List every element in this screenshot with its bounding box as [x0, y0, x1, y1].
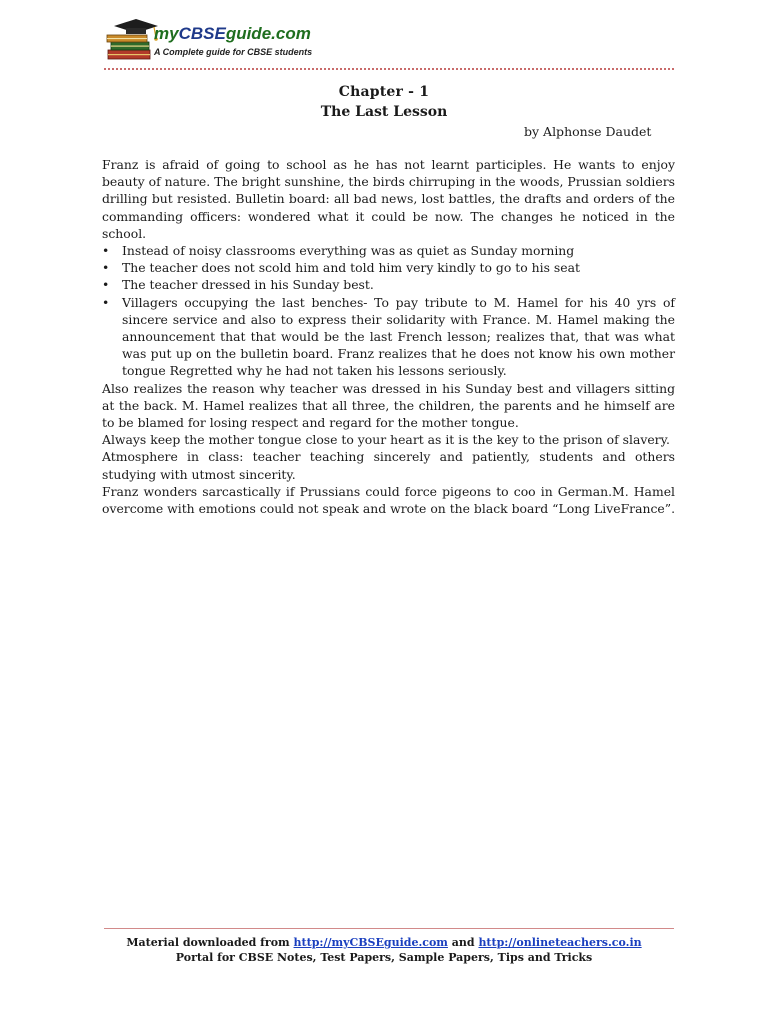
- footer-and: and: [447, 936, 479, 949]
- body-paragraph: Franz wonders sarcastically if Prussians could force pigeons to coo in German.M. Hamel overcome with emotions could not speak and wrote on the black board “Long LiveFrance”.: [102, 483, 676, 517]
- header-divider: [104, 68, 674, 70]
- footer-line-2: Portal for CBSE Notes, Test Papers, Sample Papers, Tips and Tricks: [175, 951, 593, 964]
- mycbseguide-link[interactable]: http://myCBSEguide.com: [293, 936, 448, 949]
- logo-name-cbse: CBSE: [178, 24, 226, 43]
- onlineteachers-link[interactable]: http://onlineteachers.co.in: [478, 936, 642, 949]
- list-item-text: The teacher dressed in his Sunday best.: [122, 277, 374, 293]
- list-item: [102, 259, 675, 276]
- logo-name: [154, 24, 311, 44]
- document-body: [102, 156, 675, 517]
- list-item: [102, 276, 675, 293]
- changes-list: [102, 242, 675, 380]
- logo-tagline: A Complete guide for CBSE students: [154, 47, 313, 57]
- list-item: [102, 242, 675, 259]
- logo-name-suffix: guide.com: [225, 24, 311, 43]
- page-header: [104, 14, 674, 70]
- list-item-text: The teacher does not scold him and told him very kindly to go to his seat: [122, 260, 580, 276]
- bullet-icon: •: [102, 260, 110, 276]
- bullet-icon: •: [102, 243, 110, 259]
- author-line: by Alphonse Daudet: [524, 124, 652, 139]
- footer-prefix: Material downloaded from: [126, 936, 294, 949]
- page-footer: [0, 935, 768, 965]
- body-paragraph: Always keep the mother tongue close to your heart as it is the key to the prison of slavery.: [102, 432, 670, 448]
- bullet-icon: •: [102, 294, 110, 310]
- list-item: [102, 294, 675, 380]
- logo-name-prefix: my: [154, 24, 179, 43]
- list-item-text: Villagers occupying the last benches- To pay tribute to M. Hamel for his 40 yrs of sincere service and also to express their solidarity with France. M. Hamel making the announcement that that would be the last French lesson; realizes that, that was what was put up on the bulletin board. Franz realizes that he does not know his own mother tongue Regretted why he had not taken his lessons seriously.: [122, 294, 675, 379]
- chapter-title: The Last Lesson: [320, 104, 448, 120]
- chapter-number: Chapter - 1: [338, 84, 430, 100]
- footer-line-1: [0, 935, 768, 950]
- list-item-text: Instead of noisy classrooms everything was as quiet as Sunday morning: [122, 243, 575, 259]
- body-paragraph: Atmosphere in class: teacher teaching sincerely and patiently, students and others studying with utmost sincerity.: [102, 449, 675, 482]
- intro-paragraph: Franz is afraid of going to school as he has not learnt participles. He wants to enjoy beauty of nature. The bright sunshine, the birds chirruping in the woods, Prussian soldiers drilling but resisted. Bulletin board: all bad news, lost battles, the drafts and orders of the commanding officers: wondered what it could be now. The changes he noticed in the school.: [102, 157, 675, 241]
- footer-divider: [104, 928, 674, 929]
- site-logo[interactable]: [104, 16, 313, 64]
- body-paragraph: Also realizes the reason why teacher was dressed in his Sunday best and villagers sitting at the back. M. Hamel realizes that all three, the children, the parents and he himself are to be blamed for losing respect and regard for the mother tongue.: [102, 380, 675, 431]
- bullet-icon: •: [102, 277, 110, 293]
